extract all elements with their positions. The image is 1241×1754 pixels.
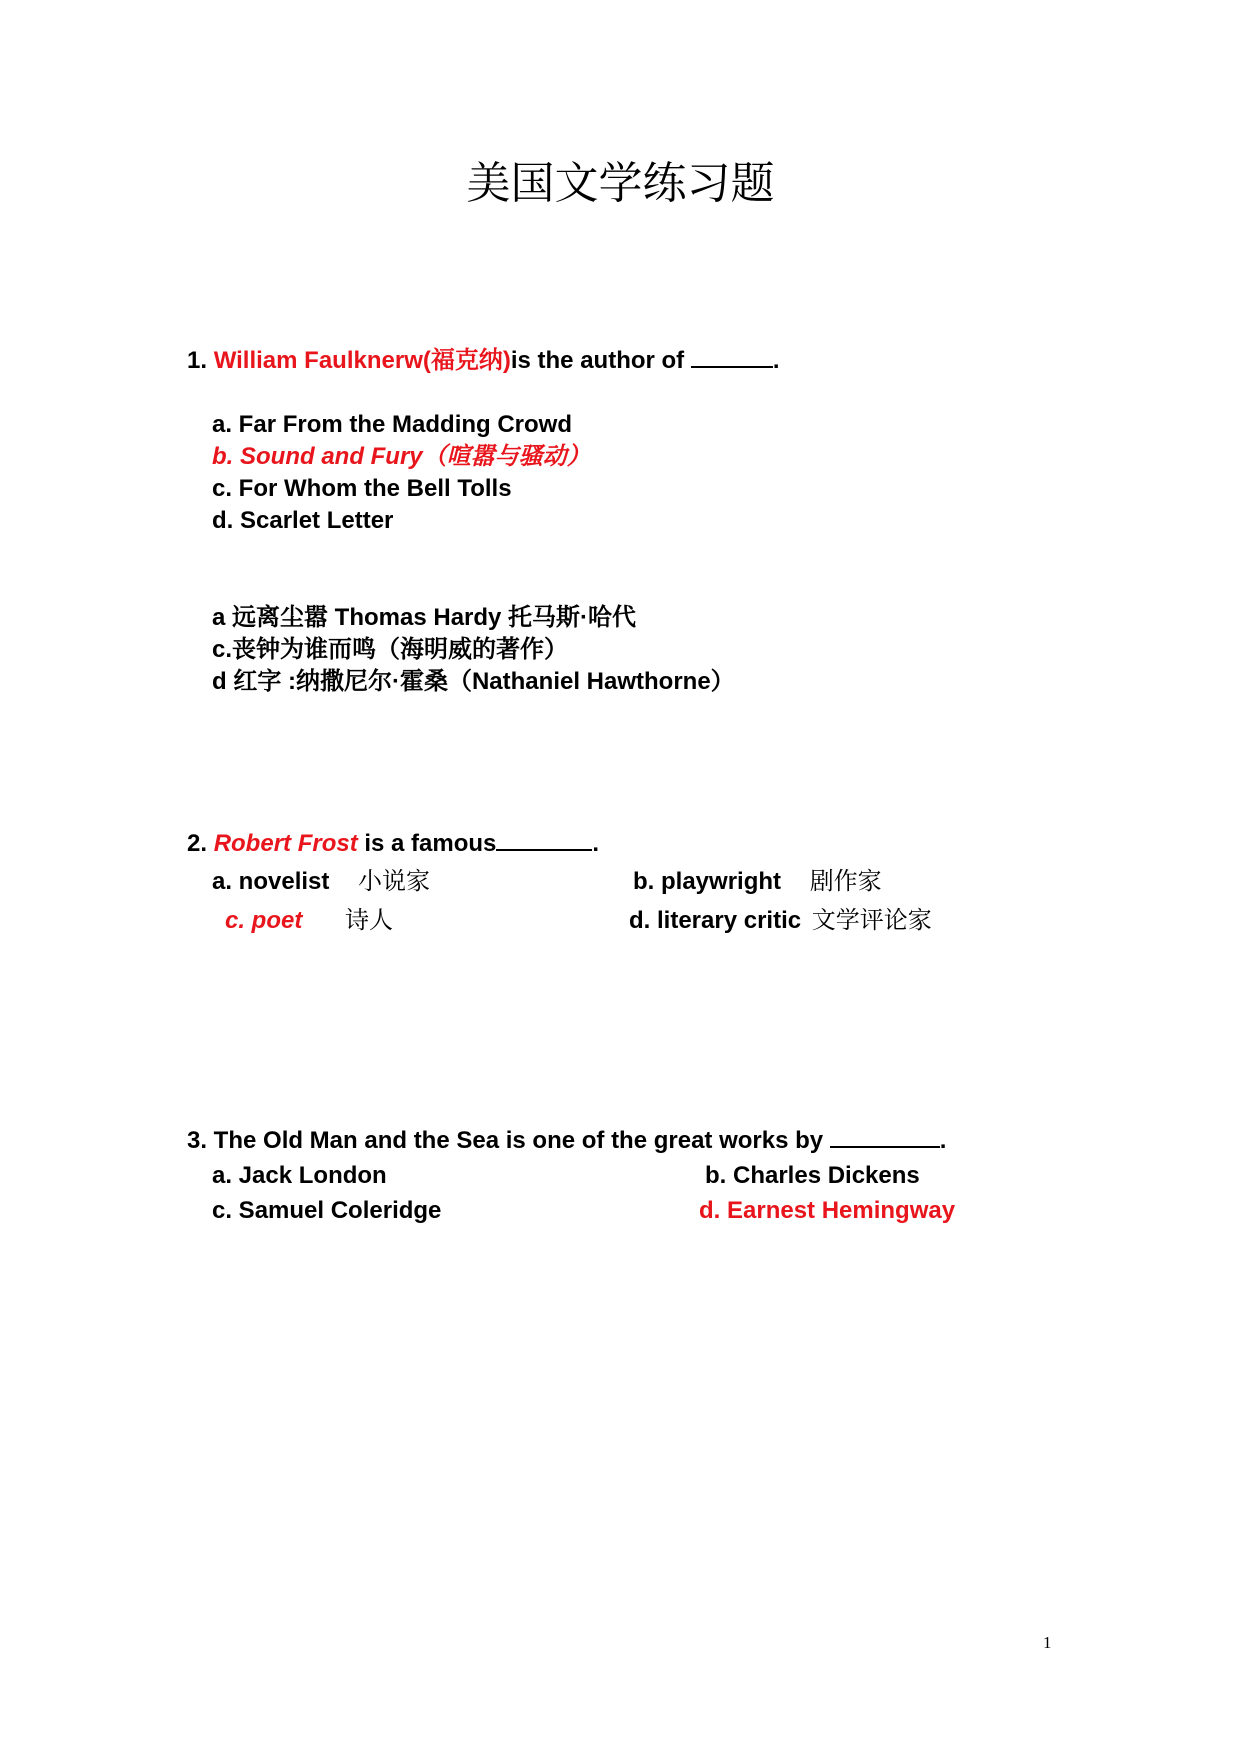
question-1-option-c: c. For Whom the Bell Tolls (212, 475, 512, 502)
question-2-option-d (629, 905, 932, 937)
question-1-option-d: d. Scarlet Letter (212, 507, 394, 534)
question-2-subject: Robert Frost (213, 830, 358, 857)
question-3-stem: 3. The Old Man and the Sea is one of the great works by (187, 1127, 830, 1154)
page-number: 1 (1043, 1633, 1052, 1652)
question-3-end: . (939, 1127, 947, 1154)
question-1-note-c: c.丧钟为谁而鸣（海明威的著作） (212, 636, 569, 663)
option-translation: 小说家 (358, 868, 431, 895)
option-text: c. poet (225, 907, 303, 934)
question-3-option-d: d. Earnest Hemingway (699, 1197, 956, 1224)
option-translation: 诗人 (345, 907, 394, 934)
option-text: d. literary critic (629, 907, 802, 934)
option-text: a. novelist (212, 868, 330, 895)
question-1-end: . (772, 347, 780, 374)
question-1-note-d: d 红字 :纳撒尼尔·霍桑（Nathaniel Hawthorne） (212, 668, 735, 695)
question-3-option-b: b. Charles Dickens (705, 1162, 920, 1189)
question-1 (187, 344, 780, 377)
question-2-option-a (212, 866, 430, 898)
question-2-option-b (633, 866, 882, 898)
question-3-option-a: a. Jack London (212, 1162, 387, 1189)
question-2-option-c (225, 905, 393, 937)
question-1-subject: William Faulknerw(福克纳) (213, 347, 511, 374)
answer-blank (830, 1124, 940, 1148)
question-1-note-a: a 远离尘嚣 Thomas Hardy 托马斯·哈代 (212, 604, 637, 631)
option-text: b. playwright (633, 868, 782, 895)
question-3 (187, 1124, 946, 1157)
question-2-number: 2. (187, 830, 208, 857)
page-title: 美国文学练习题 (466, 158, 775, 209)
question-1-option-b: b. Sound and Fury（喧嚣与骚动） (212, 443, 591, 470)
option-translation: 文学评论家 (811, 907, 932, 934)
question-3-option-c: c. Samuel Coleridge (212, 1197, 442, 1224)
answer-blank (496, 827, 592, 851)
question-2-stem: is a famous (357, 830, 497, 857)
question-1-stem: is the author of (510, 347, 691, 374)
question-1-number: 1. (187, 347, 208, 374)
question-1-option-a: a. Far From the Madding Crowd (212, 411, 573, 438)
option-translation: 剧作家 (809, 868, 882, 895)
answer-blank (691, 344, 773, 368)
question-2-end: . (592, 830, 600, 857)
question-2 (187, 827, 599, 860)
